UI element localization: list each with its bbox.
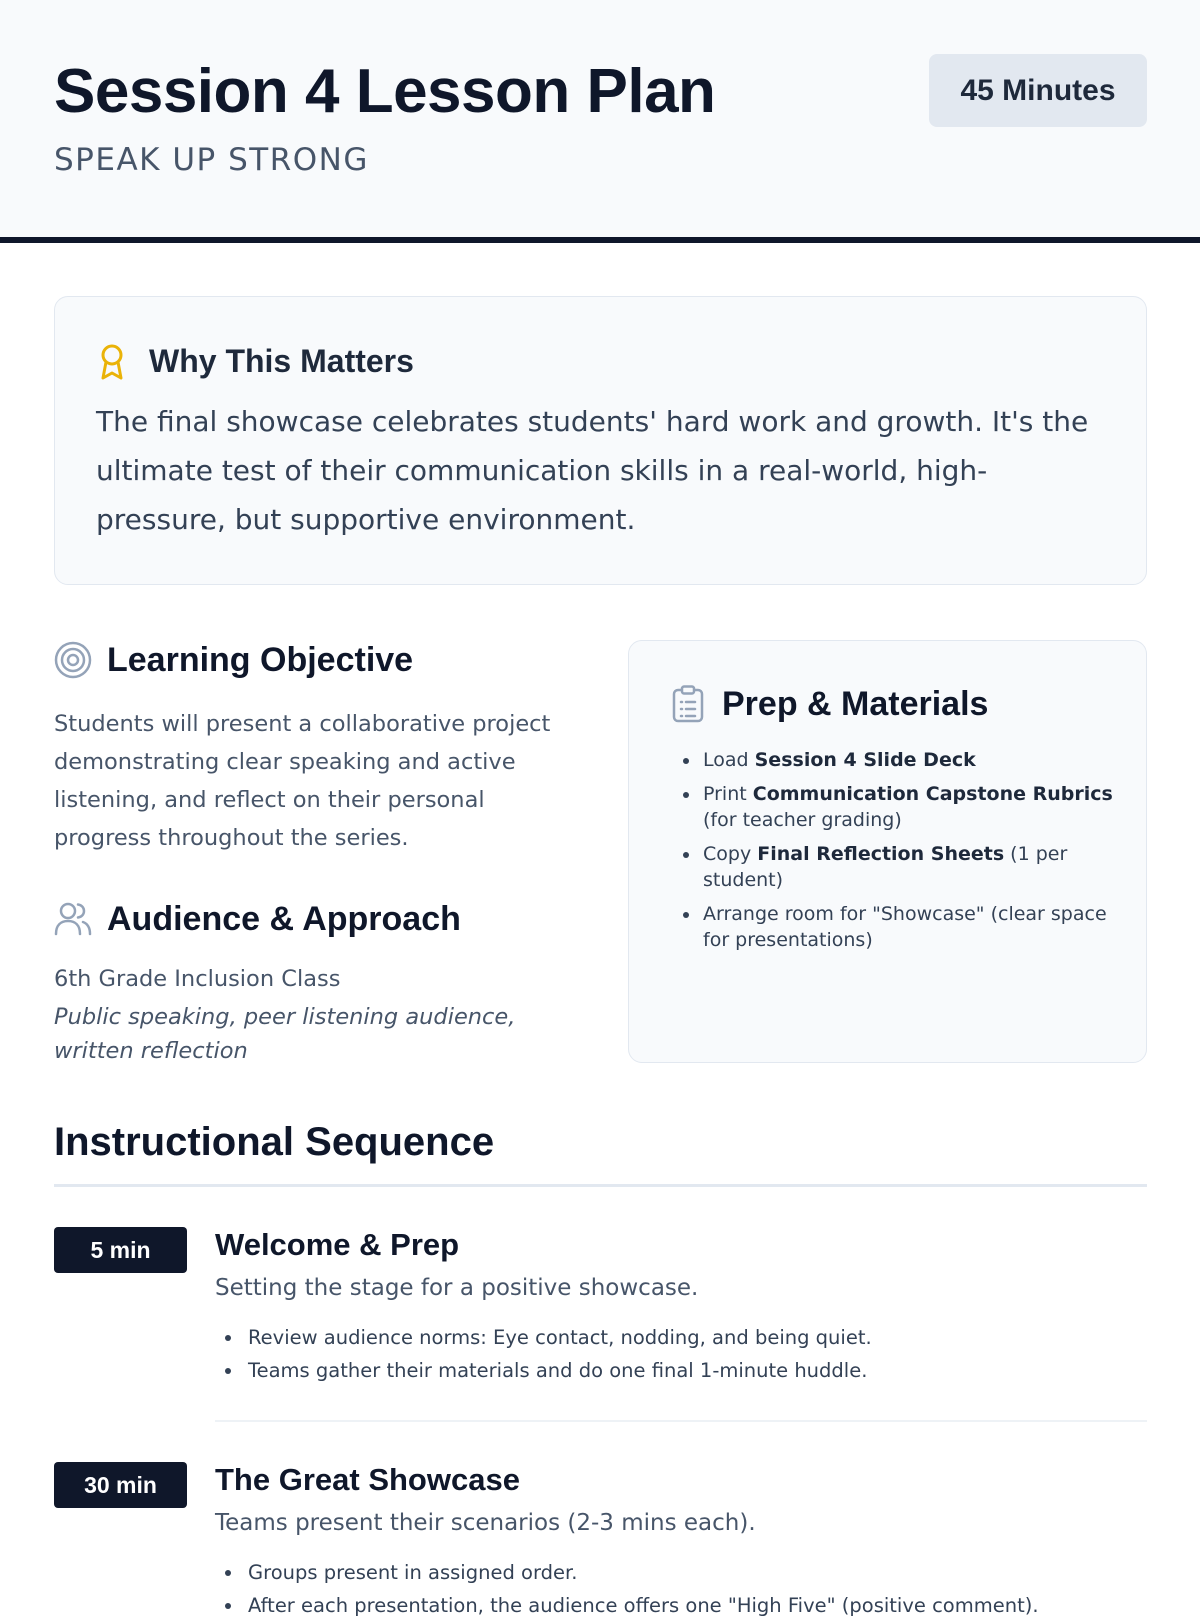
duration-badge: 45 Minutes [929, 54, 1147, 127]
list-item: Groups present in assigned order. [215, 1556, 1145, 1589]
step-divider [215, 1420, 1147, 1422]
list-item: Arrange room for "Showcase" (clear space for presentations) [673, 901, 1113, 953]
time-badge: 5 min [54, 1227, 187, 1273]
audience-title: Audience & Approach [107, 900, 461, 938]
step-bullets [215, 1556, 1145, 1622]
prep-materials-card [628, 640, 1147, 1063]
audience-class: 6th Grade Inclusion Class [54, 966, 341, 992]
prep-list [673, 747, 1113, 961]
objective-title: Learning Objective [107, 641, 414, 679]
step-bullets [215, 1321, 1145, 1387]
section-divider [54, 1184, 1147, 1187]
why-this-matters-card [54, 296, 1147, 585]
list-item: Print Communication Capstone Rubrics (for teacher grading) [673, 781, 1113, 833]
clipboard-list-icon [672, 685, 704, 723]
list-item: Teams gather their materials and do one final 1-minute huddle. [215, 1354, 1145, 1387]
prep-title: Prep & Materials [722, 685, 989, 723]
time-badge: 30 min [54, 1462, 187, 1508]
users-icon [54, 900, 92, 938]
award-ribbon-icon [97, 343, 127, 381]
target-icon [54, 641, 92, 679]
list-item: Copy Final Reflection Sheets (1 per student) [673, 841, 1113, 893]
page-header [0, 0, 1200, 243]
page-title: Session 4 Lesson Plan [54, 57, 716, 126]
step-title: Welcome & Prep [215, 1227, 460, 1262]
page-subtitle: SPEAK UP STRONG [54, 142, 369, 178]
step-title: The Great Showcase [215, 1462, 520, 1497]
audience-approach: Public speaking, peer listening audience, written reflection [54, 1004, 516, 1064]
sequence-title: Instructional Sequence [54, 1120, 495, 1164]
list-item: Load Session 4 Slide Deck [673, 747, 1113, 773]
objective-body: Students will present a collaborative project demonstrating clear speaking and active listening, and reflect on their personal progress throughout the series. [54, 711, 551, 851]
why-body: The final showcase celebrates students' hard work and growth. It's the ultimate test of their communication skills in a real-world, high-pressure, but supportive environment. [96, 405, 1089, 536]
why-title: Why This Matters [149, 343, 414, 379]
step-subtitle: Setting the stage for a positive showcase. [215, 1275, 699, 1301]
step-subtitle: Teams present their scenarios (2-3 mins each). [215, 1510, 756, 1536]
list-item: After each presentation, the audience offers one "High Five" (positive comment). [215, 1589, 1145, 1622]
list-item: Review audience norms: Eye contact, nodding, and being quiet. [215, 1321, 1145, 1354]
